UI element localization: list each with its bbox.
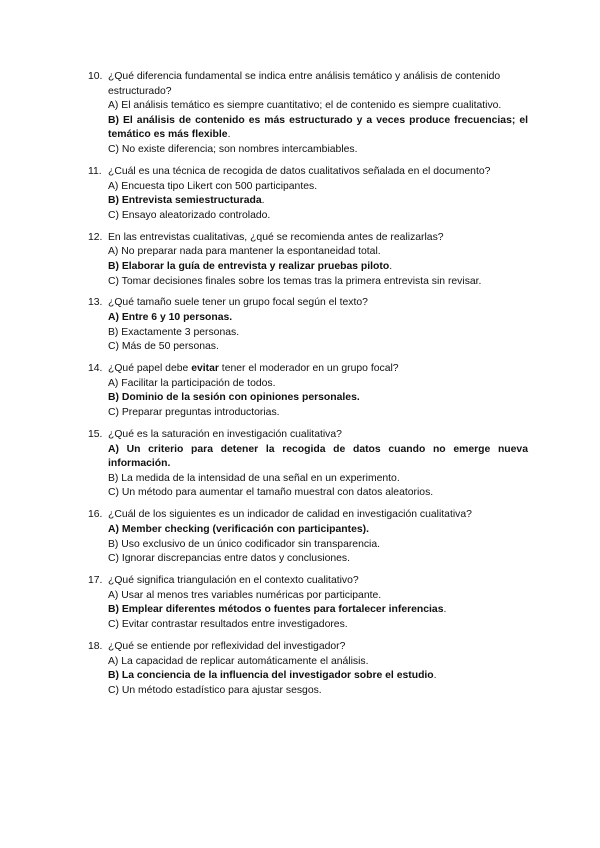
question-stem — [88, 428, 528, 443]
answer-text: B) Elaborar la guía de entrevista y realizar pruebas piloto — [108, 260, 390, 272]
question-text-part: ¿Qué papel debe — [108, 363, 192, 375]
answer-suffix: . — [389, 260, 393, 272]
question-stem — [88, 165, 528, 180]
question-item — [88, 574, 528, 632]
answer-text: B) El análisis de contenido es más estructurado y a veces produce frecuencias; el temático es más flexible — [108, 114, 528, 141]
question-text: ¿Qué tamaño suele tener un grupo focal según el texto? — [108, 297, 368, 309]
question-number: 12. — [88, 231, 103, 243]
answer-text: B) Emplear diferentes métodos o fuentes para fortalecer inferencias — [108, 604, 444, 616]
answer-option — [88, 552, 528, 567]
answer-text: C) Ensayo aleatorizado controlado. — [108, 209, 271, 221]
question-number: 15. — [88, 429, 103, 441]
answer-text: C) Evitar contrastar resultados entre investigadores. — [108, 618, 348, 630]
question-item — [88, 296, 528, 354]
answer-option-correct — [88, 391, 528, 406]
answer-option — [88, 209, 528, 224]
answer-text: C) Ignorar discrepancias entre datos y conclusiones. — [108, 553, 350, 565]
answer-suffix: . — [433, 670, 437, 682]
answer-option-correct — [88, 669, 528, 684]
question-text-part: tener el moderador en un grupo focal? — [218, 363, 399, 375]
answer-text: B) La medida de la intensidad de una señal en un experimento. — [108, 472, 400, 484]
answer-option — [88, 589, 528, 604]
answer-option — [88, 326, 528, 341]
answer-option — [88, 486, 528, 501]
question-text: En las entrevistas cualitativas, ¿qué se recomienda antes de realizarlas? — [108, 231, 444, 243]
answer-option — [88, 538, 528, 553]
question-item — [88, 508, 528, 566]
question-number: 18. — [88, 640, 103, 652]
answer-option — [88, 377, 528, 392]
answer-option — [88, 99, 528, 114]
question-text: ¿Qué significa triangulación en el contexto cualitativo? — [108, 575, 359, 587]
answer-option — [88, 406, 528, 421]
answer-text: B) Uso exclusivo de un único codificador sin transparencia. — [108, 538, 381, 550]
question-number: 13. — [88, 297, 103, 309]
question-number: 17. — [88, 575, 103, 587]
answer-option-correct — [88, 603, 528, 618]
answer-text: A) Entre 6 y 10 personas. — [108, 312, 233, 324]
question-text: ¿Cuál de los siguientes es un indicador de calidad en investigación cualitativa? — [108, 509, 472, 521]
answer-option-correct — [88, 523, 528, 538]
answer-option — [88, 180, 528, 195]
answer-option-correct — [88, 194, 528, 209]
question-number: 16. — [88, 509, 103, 521]
answer-option-correct — [88, 260, 528, 275]
answer-option-correct — [88, 311, 528, 326]
answer-option — [88, 472, 528, 487]
question-text — [108, 362, 528, 377]
answer-text: A) Facilitar la participación de todos. — [108, 377, 276, 389]
answer-option — [88, 618, 528, 633]
answer-option — [88, 245, 528, 260]
answer-text: A) El análisis temático es siempre cuantitativo; el de contenido es siempre cualitativo. — [108, 100, 502, 112]
answer-option-correct — [88, 114, 528, 143]
question-item — [88, 70, 528, 158]
answer-text: C) Preparar preguntas introductorias. — [108, 407, 280, 419]
answer-text: B) La conciencia de la influencia del investigador sobre el estudio — [108, 670, 434, 682]
question-item — [88, 428, 528, 501]
question-item — [88, 165, 528, 223]
answer-text: C) Más de 50 personas. — [108, 341, 219, 353]
answer-text: C) Un método para aumentar el tamaño muestral con datos aleatorios. — [108, 487, 434, 499]
answer-text: A) La capacidad de replicar automáticamente el análisis. — [108, 655, 369, 667]
question-stem — [88, 640, 528, 655]
question-stem — [88, 296, 528, 311]
answer-option — [88, 684, 528, 699]
question-text: ¿Cuál es una técnica de recogida de datos cualitativos señalada en el documento? — [108, 165, 491, 177]
answer-text: C) Un método estadístico para ajustar sesgos. — [108, 684, 322, 696]
question-text: ¿Qué se entiende por reflexividad del investigador? — [108, 640, 346, 652]
answer-option-correct — [88, 443, 528, 472]
answer-suffix: . — [227, 129, 231, 141]
answer-suffix: . — [261, 195, 265, 207]
answer-text: C) No existe diferencia; son nombres intercambiables. — [108, 143, 358, 155]
question-stem — [88, 574, 528, 589]
answer-option — [88, 275, 528, 290]
question-text: ¿Qué diferencia fundamental se indica entre análisis temático y análisis de contenido estructurado? — [108, 71, 501, 97]
question-number: 14. — [88, 363, 103, 375]
answer-option — [88, 143, 528, 158]
answer-text: A) Un criterio para detener la recogida de datos cuando no emerge nueva información. — [108, 443, 528, 470]
emphasis-word: evitar — [191, 363, 219, 375]
answer-text: B) Entrevista semiestructurada — [108, 195, 262, 207]
question-text: ¿Qué es la saturación en investigación cualitativa? — [108, 429, 342, 441]
question-item — [88, 231, 528, 289]
answer-text: B) Exactamente 3 personas. — [108, 326, 240, 338]
answer-text: A) No preparar nada para mantener la espontaneidad total. — [108, 246, 381, 258]
answer-text: A) Encuesta tipo Likert con 500 participantes. — [108, 180, 318, 192]
answer-text: C) Tomar decisiones finales sobre los temas tras la primera entrevista sin revisar. — [108, 275, 482, 287]
question-stem — [88, 231, 528, 246]
answer-option — [88, 655, 528, 670]
question-item — [88, 362, 528, 420]
question-stem — [88, 70, 528, 99]
question-stem — [88, 508, 528, 523]
question-list — [88, 70, 528, 706]
question-number: 11. — [88, 165, 102, 177]
answer-text: B) Dominio de la sesión con opiniones personales. — [108, 392, 360, 404]
question-number: 10. — [88, 71, 103, 82]
question-item — [88, 640, 528, 698]
answer-option — [88, 340, 528, 355]
answer-text: A) Member checking (verificación con participantes). — [108, 523, 369, 535]
answer-suffix: . — [443, 604, 447, 616]
question-stem — [88, 362, 528, 377]
answer-text: A) Usar al menos tres variables numéricas por participante. — [108, 589, 382, 601]
